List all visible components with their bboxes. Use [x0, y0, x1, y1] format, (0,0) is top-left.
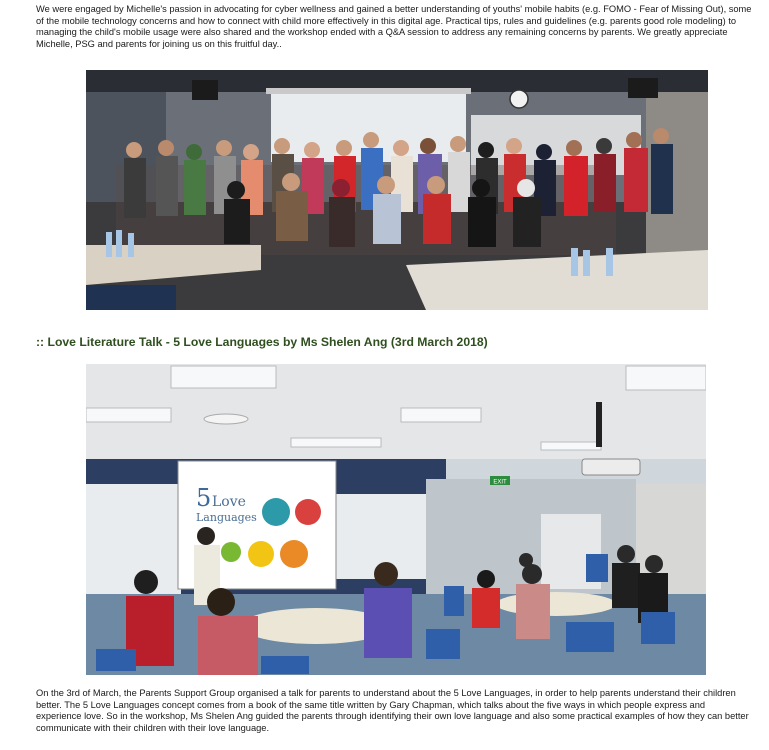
projector: [582, 459, 640, 475]
slide-circle-teal: [262, 498, 290, 526]
slide-circle-orange: [280, 540, 308, 568]
svg-text:EXIT: EXIT: [493, 479, 507, 486]
slide-title-number: 5: [196, 484, 212, 512]
section-heading: :: Love Literature Talk - 5 Love Languages by Ms Shelen Ang (3rd March 2018): [36, 335, 488, 349]
table-back: [496, 592, 616, 616]
slide-circle-red: [295, 499, 321, 525]
slide-title-line2: Languages: [196, 511, 257, 524]
slide-title-line1: Love: [212, 494, 246, 510]
slide-circle-yellow: [248, 541, 274, 567]
slide-circle-green: [221, 542, 241, 562]
intro-paragraph: We were engaged by Michelle's passion in advocating for cyber wellness and gained a better understanding of youths' mobile habits (e.g. FOMO - Fear of Missing Out), some of the mobile technology concerns and how to connect with child more effectively in this digital age. Practical tips, rules and guidelines (e.g. parents good role modeling) to managing the child's mobile usage were also shared and the workshop ended with a Q&A session to address any remaining concerns by parents. We greatly appreciate Michelle, PSG and parents for joining us on this fruitful day..: [36, 4, 752, 49]
group-photo: [86, 70, 708, 310]
door: [541, 514, 571, 589]
wall-clock-icon: [510, 90, 528, 108]
closing-paragraph: On the 3rd of March, the Parents Support Group organised a talk for parents to understand about the 5 Love Languages, in order to help parents understand their children better. The 5 Love Languages concept comes from a book of the same title written by Gary Chapman, which talks about the five ways in which people express and experience love. So in the workshop, Ms Shelen Ang guided the parents through identifying their own love language and also some practical examples of how they can better communicate with their children with their love language.: [36, 688, 749, 733]
talk-photo: [86, 364, 706, 675]
talk-photo-illustration: [86, 364, 706, 675]
table-left: [86, 245, 261, 285]
group-photo-illustration: [86, 70, 708, 310]
table-right: [406, 250, 708, 310]
